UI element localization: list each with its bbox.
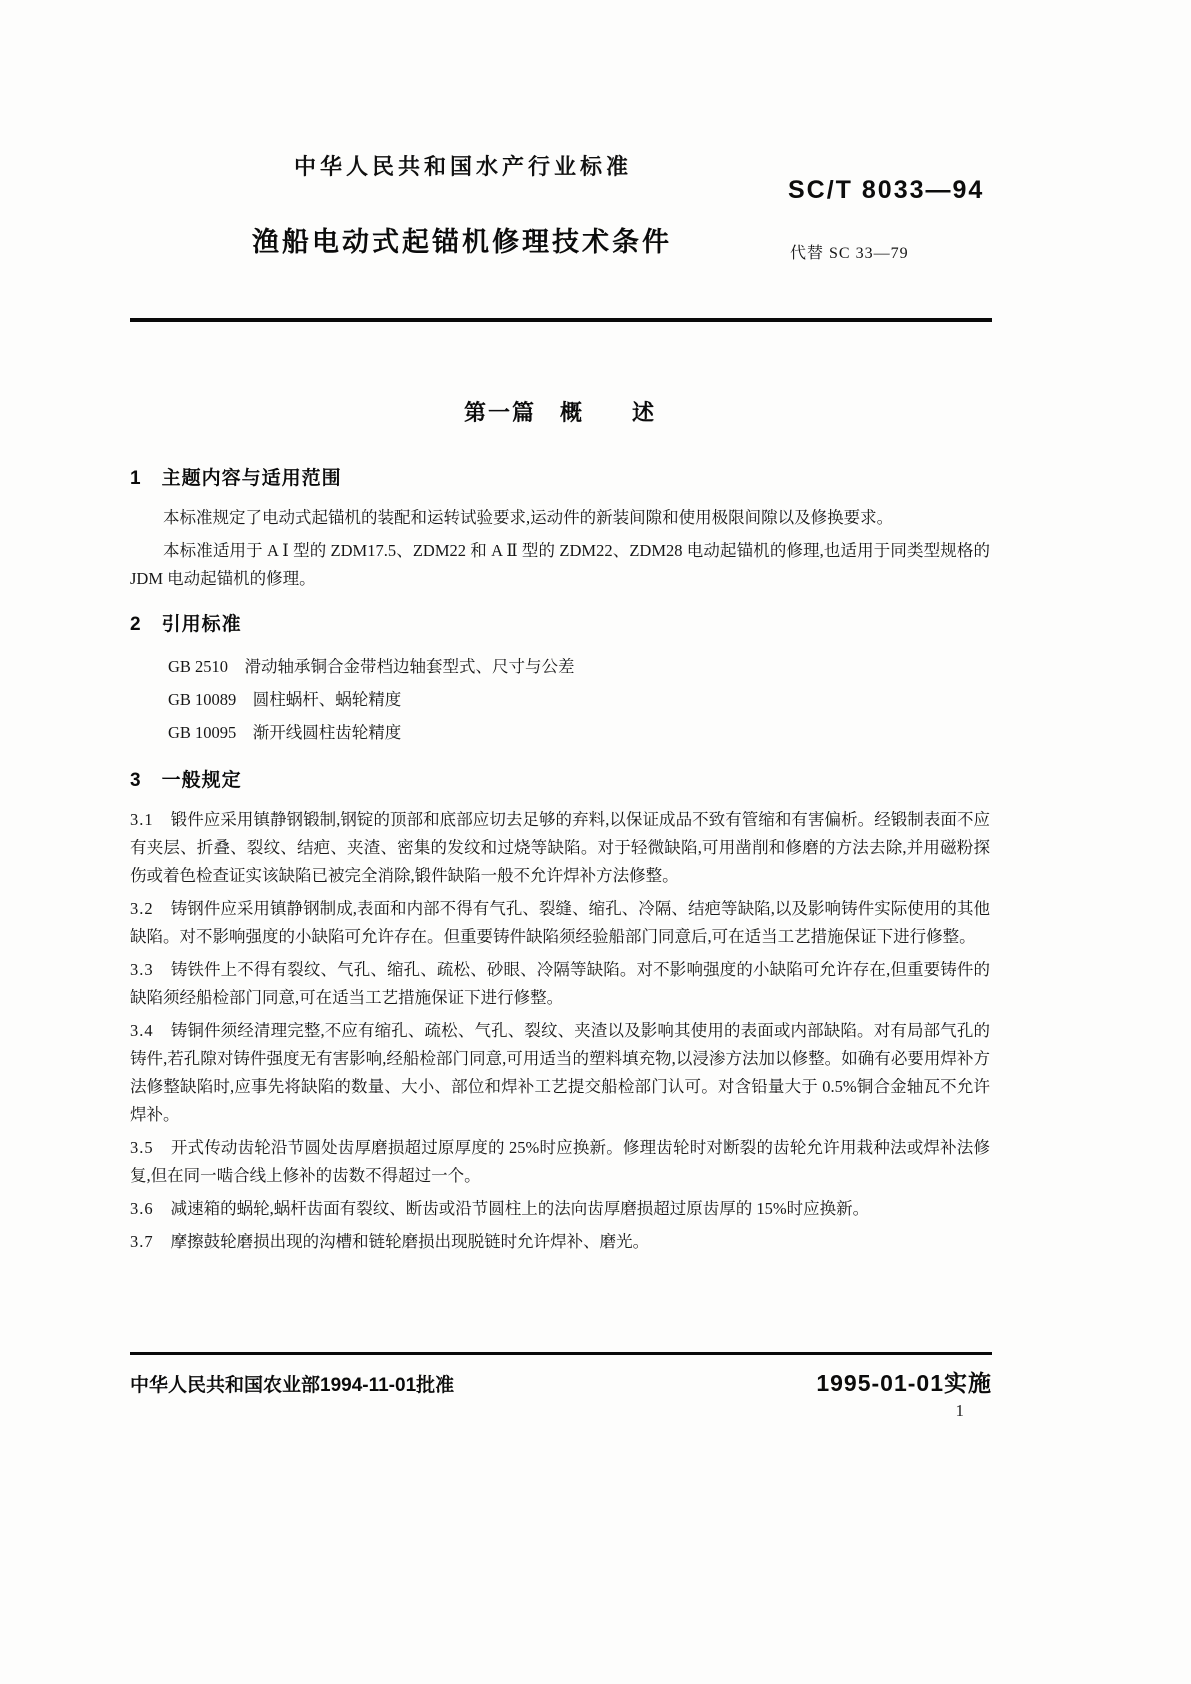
clause-3-1 bbox=[130, 806, 990, 890]
replaces-note: 代替 SC 33—79 bbox=[790, 245, 909, 262]
clause-3-3 bbox=[130, 956, 990, 1012]
reference-item: GB 10095 渐开线圆柱齿轮精度 bbox=[168, 723, 402, 742]
section-1-paragraph-2: 本标准适用于 A Ⅰ 型的 ZDM17.5、ZDM22 和 A Ⅱ 型的 ZDM22、ZDM28 电动起锚机的修理,也适用于同类型规格的 JDM 电动起锚机的修理。 bbox=[130, 541, 990, 588]
clause-number: 3.5 bbox=[130, 1138, 154, 1157]
reference-item: GB 2510 滑动轴承铜合金带档边轴套型式、尺寸与公差 bbox=[168, 657, 575, 676]
standard-number: SC/T 8033—94 bbox=[788, 176, 985, 204]
document-body bbox=[130, 396, 990, 1261]
footer-row bbox=[130, 1355, 992, 1398]
clause-3-2 bbox=[130, 895, 990, 951]
clause-number: 3.1 bbox=[130, 810, 154, 829]
section-2-heading: 2 引用标准 bbox=[130, 614, 242, 635]
clause-text: 铸铜件须经清理完整,不应有缩孔、疏松、气孔、裂纹、夹渣以及影响其使用的表面或内部缺陷。对有局部气孔的铸件,若孔隙对铸件强度无有害影响,经船检部门同意,可用适当的塑料填充物,以浸渗方法加以修整。如确有必要用焊补方法修整缺陷时,应事先将缺陷的数量、大小、部位和焊补工艺提交船检部门认可。对含铅量大于 0.5%铜合金轴瓦不允许焊补。 bbox=[130, 1021, 990, 1124]
section-3-heading: 3 一般规定 bbox=[130, 770, 242, 791]
section-1-heading: 1 主题内容与适用范围 bbox=[130, 468, 342, 489]
clause-number: 3.3 bbox=[130, 960, 154, 979]
approval-note: 中华人民共和国农业部1994-11-01批准 bbox=[130, 1375, 455, 1396]
clause-3-4 bbox=[130, 1017, 990, 1129]
clause-number: 3.2 bbox=[130, 899, 154, 918]
document-footer bbox=[130, 1352, 992, 1420]
clause-number: 3.4 bbox=[130, 1021, 154, 1040]
clause-number: 3.6 bbox=[130, 1199, 154, 1218]
document-title: 渔船电动式起锚机修理技术条件 bbox=[252, 227, 672, 257]
part-title: 第一篇 概 述 bbox=[463, 400, 656, 425]
clause-text: 铸钢件应采用镇静钢制成,表面和内部不得有气孔、裂缝、缩孔、冷隔、结疤等缺陷,以及影响铸件实际使用的其他缺陷。对不影响强度的小缺陷可允许存在。但重要铸件缺陷须经验船部门同意后,可在适当工艺措施保证下进行修整。 bbox=[130, 899, 990, 946]
document-header bbox=[130, 150, 992, 272]
page-number: 1 bbox=[955, 1401, 964, 1420]
clause-text: 摩擦鼓轮磨损出现的沟槽和链轮磨损出现脱链时允许焊补、磨光。 bbox=[170, 1232, 650, 1251]
section-1-paragraph-1: 本标准规定了电动式起锚机的装配和运转试验要求,运动件的新装间隙和使用极限间隙以及修换要求。 bbox=[163, 508, 894, 527]
reference-item: GB 10089 圆柱蜗杆、蜗轮精度 bbox=[168, 690, 402, 709]
clause-number: 3.7 bbox=[130, 1232, 154, 1251]
clause-text: 减速箱的蜗轮,蜗杆齿面有裂纹、断齿或沿节圆柱上的法向齿厚磨损超过原齿厚的 15%时应换新。 bbox=[170, 1199, 870, 1218]
standard-category-label: 中华人民共和国水产行业标准 bbox=[294, 154, 633, 179]
clause-3-7 bbox=[130, 1228, 990, 1256]
clause-text: 开式传动齿轮沿节圆处齿厚磨损超过原厚度的 25%时应换新。修理齿轮时对断裂的齿轮允许用栽种法或焊补法修复,但在同一啮合线上修补的齿数不得超过一个。 bbox=[130, 1138, 990, 1185]
clause-3-5 bbox=[130, 1134, 990, 1190]
clause-text: 铸铁件上不得有裂纹、气孔、缩孔、疏松、砂眼、冷隔等缺陷。对不影响强度的小缺陷可允许存在,但重要铸件的缺陷须经船检部门同意,可在适当工艺措施保证下进行修整。 bbox=[130, 960, 990, 1007]
header-divider bbox=[130, 318, 992, 322]
clause-text: 锻件应采用镇静钢锻制,钢锭的顶部和底部应切去足够的弃料,以保证成品不致有管缩和有害偏析。经锻制表面不应有夹层、折叠、裂纹、结疤、夹渣、密集的发纹和过烧等缺陷。对于轻微缺陷,可用凿削和修磨的方法去除,并用磁粉探伤或着色检查证实该缺陷已被完全消除,锻件缺陷一般不允许焊补方法修整。 bbox=[130, 810, 990, 885]
clause-3-6 bbox=[130, 1195, 990, 1223]
implementation-date: 1995-01-01实施 bbox=[816, 1370, 992, 1396]
